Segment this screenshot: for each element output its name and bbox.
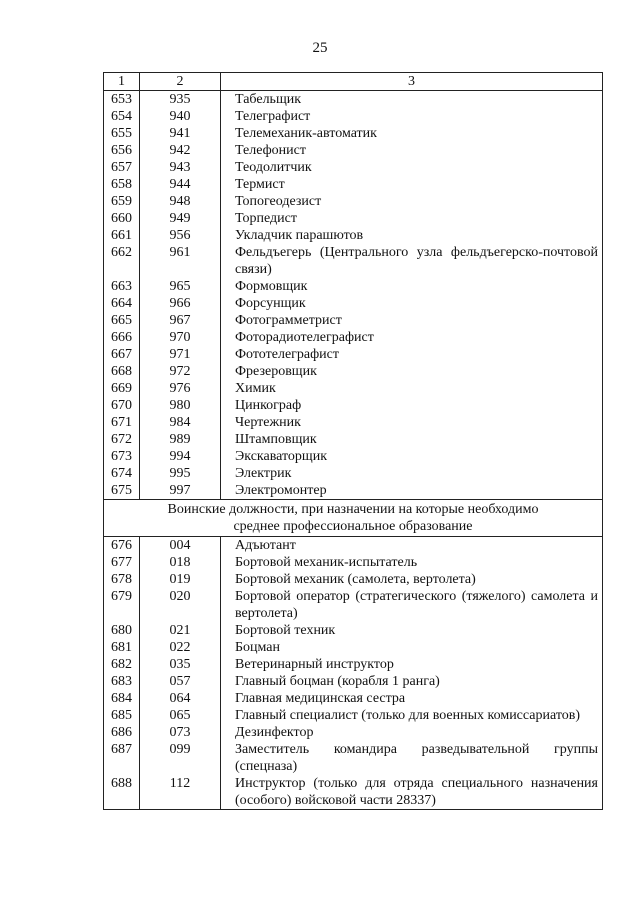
row-title: Фототелеграфист xyxy=(221,346,603,363)
row-number: 680 xyxy=(104,622,140,639)
column-header-1: 1 xyxy=(104,73,140,91)
row-title: Формовщик xyxy=(221,278,603,295)
row-title: Дезинфектор xyxy=(221,724,603,741)
table-row xyxy=(104,588,603,622)
section-heading-row xyxy=(104,500,603,537)
row-number: 682 xyxy=(104,656,140,673)
row-code: 989 xyxy=(140,431,221,448)
row-code: 073 xyxy=(140,724,221,741)
table-row xyxy=(104,537,603,555)
table-row xyxy=(104,227,603,244)
table-row xyxy=(104,363,603,380)
table-row xyxy=(104,159,603,176)
table-row xyxy=(104,482,603,500)
row-title: Бортовой оператор (стратегического (тяжелого) самолета и вертолета) xyxy=(221,588,603,622)
table-header-row xyxy=(104,73,603,91)
row-number: 679 xyxy=(104,588,140,622)
row-title: Фрезеровщик xyxy=(221,363,603,380)
page-number: 25 xyxy=(312,40,328,56)
row-number: 675 xyxy=(104,482,140,500)
row-title: Главная медицинская сестра xyxy=(221,690,603,707)
row-number: 687 xyxy=(104,741,140,775)
row-number: 669 xyxy=(104,380,140,397)
row-code: 112 xyxy=(140,775,221,810)
table-row xyxy=(104,639,603,656)
row-code: 948 xyxy=(140,193,221,210)
row-number: 664 xyxy=(104,295,140,312)
row-code: 971 xyxy=(140,346,221,363)
row-code: 935 xyxy=(140,91,221,109)
row-code: 019 xyxy=(140,571,221,588)
row-number: 673 xyxy=(104,448,140,465)
table-row xyxy=(104,707,603,724)
row-number: 659 xyxy=(104,193,140,210)
row-code: 943 xyxy=(140,159,221,176)
row-number: 671 xyxy=(104,414,140,431)
row-title: Табельщик xyxy=(221,91,603,109)
row-number: 653 xyxy=(104,91,140,109)
row-code: 018 xyxy=(140,554,221,571)
table-row xyxy=(104,690,603,707)
row-code: 099 xyxy=(140,741,221,775)
row-number: 667 xyxy=(104,346,140,363)
table-row xyxy=(104,554,603,571)
table-row xyxy=(104,571,603,588)
row-title: Теодолитчик xyxy=(221,159,603,176)
row-code: 995 xyxy=(140,465,221,482)
table-row xyxy=(104,656,603,673)
row-number: 668 xyxy=(104,363,140,380)
row-title: Телефонист xyxy=(221,142,603,159)
row-code: 021 xyxy=(140,622,221,639)
table-row xyxy=(104,431,603,448)
table-row xyxy=(104,193,603,210)
row-number: 686 xyxy=(104,724,140,741)
row-code: 961 xyxy=(140,244,221,278)
row-code: 949 xyxy=(140,210,221,227)
row-number: 676 xyxy=(104,537,140,555)
row-number: 657 xyxy=(104,159,140,176)
table-row xyxy=(104,312,603,329)
row-number: 665 xyxy=(104,312,140,329)
row-number: 663 xyxy=(104,278,140,295)
row-number: 672 xyxy=(104,431,140,448)
row-number: 678 xyxy=(104,571,140,588)
table-row xyxy=(104,397,603,414)
row-title: Адъютант xyxy=(221,537,603,555)
row-number: 677 xyxy=(104,554,140,571)
row-title: Электромонтер xyxy=(221,482,603,500)
row-title: Бортовой механик (самолета, вертолета) xyxy=(221,571,603,588)
row-title: Боцман xyxy=(221,639,603,656)
table-row xyxy=(104,414,603,431)
row-title: Топогеодезист xyxy=(221,193,603,210)
table-row xyxy=(104,346,603,363)
table-row xyxy=(104,125,603,142)
row-code: 004 xyxy=(140,537,221,555)
table-row xyxy=(104,176,603,193)
row-title: Чертежник xyxy=(221,414,603,431)
table-row xyxy=(104,775,603,810)
row-title: Заместитель командира разведывательной группы (спецназа) xyxy=(221,741,603,775)
table-row xyxy=(104,278,603,295)
row-title: Фельдъегерь (Центрального узла фельдъегерско-почтовой связи) xyxy=(221,244,603,278)
row-code: 980 xyxy=(140,397,221,414)
row-number: 660 xyxy=(104,210,140,227)
table-row xyxy=(104,465,603,482)
row-code: 942 xyxy=(140,142,221,159)
row-number: 688 xyxy=(104,775,140,810)
table-row xyxy=(104,622,603,639)
row-code: 022 xyxy=(140,639,221,656)
table-row xyxy=(104,108,603,125)
section-heading: Воинские должности, при назначении на которые необходимо среднее профессиональное образование xyxy=(104,500,603,537)
row-code: 984 xyxy=(140,414,221,431)
row-code: 966 xyxy=(140,295,221,312)
row-title: Термист xyxy=(221,176,603,193)
row-number: 670 xyxy=(104,397,140,414)
row-number: 656 xyxy=(104,142,140,159)
row-code: 965 xyxy=(140,278,221,295)
row-title: Ветеринарный инструктор xyxy=(221,656,603,673)
row-number: 654 xyxy=(104,108,140,125)
table-row xyxy=(104,91,603,109)
row-number: 666 xyxy=(104,329,140,346)
row-code: 944 xyxy=(140,176,221,193)
column-header-2: 2 xyxy=(140,73,221,91)
row-title: Химик xyxy=(221,380,603,397)
table-row xyxy=(104,448,603,465)
row-number: 655 xyxy=(104,125,140,142)
row-code: 997 xyxy=(140,482,221,500)
table-row xyxy=(104,724,603,741)
row-number: 674 xyxy=(104,465,140,482)
table-row xyxy=(104,329,603,346)
row-title: Бортовой механик-испытатель xyxy=(221,554,603,571)
row-title: Главный специалист (только для военных комиссариатов) xyxy=(221,707,603,724)
row-title: Электрик xyxy=(221,465,603,482)
table-row xyxy=(104,295,603,312)
row-title: Фотограмметрист xyxy=(221,312,603,329)
row-code: 976 xyxy=(140,380,221,397)
row-title: Экскаваторщик xyxy=(221,448,603,465)
row-title: Телеграфист xyxy=(221,108,603,125)
row-title: Цинкограф xyxy=(221,397,603,414)
row-code: 940 xyxy=(140,108,221,125)
row-number: 658 xyxy=(104,176,140,193)
row-code: 994 xyxy=(140,448,221,465)
row-number: 685 xyxy=(104,707,140,724)
row-code: 972 xyxy=(140,363,221,380)
row-title: Торпедист xyxy=(221,210,603,227)
row-code: 956 xyxy=(140,227,221,244)
table-row xyxy=(104,142,603,159)
row-title: Бортовой техник xyxy=(221,622,603,639)
row-number: 684 xyxy=(104,690,140,707)
row-code: 020 xyxy=(140,588,221,622)
row-number: 662 xyxy=(104,244,140,278)
table-row xyxy=(104,210,603,227)
table-row xyxy=(104,673,603,690)
column-header-3: 3 xyxy=(221,73,603,91)
row-number: 681 xyxy=(104,639,140,656)
row-code: 065 xyxy=(140,707,221,724)
row-code: 057 xyxy=(140,673,221,690)
row-title: Главный боцман (корабля 1 ранга) xyxy=(221,673,603,690)
row-code: 970 xyxy=(140,329,221,346)
row-code: 035 xyxy=(140,656,221,673)
row-number: 661 xyxy=(104,227,140,244)
row-code: 064 xyxy=(140,690,221,707)
row-number: 683 xyxy=(104,673,140,690)
positions-table xyxy=(103,72,603,810)
table-row xyxy=(104,244,603,278)
table-row xyxy=(104,380,603,397)
row-title: Фоторадиотелеграфист xyxy=(221,329,603,346)
row-title: Форсунщик xyxy=(221,295,603,312)
row-code: 967 xyxy=(140,312,221,329)
table-row xyxy=(104,741,603,775)
row-title: Штамповщик xyxy=(221,431,603,448)
row-code: 941 xyxy=(140,125,221,142)
row-title: Инструктор (только для отряда специального назначения (особого) войсковой части 28337) xyxy=(221,775,603,810)
row-title: Телемеханик-автоматик xyxy=(221,125,603,142)
row-title: Укладчик парашютов xyxy=(221,227,603,244)
